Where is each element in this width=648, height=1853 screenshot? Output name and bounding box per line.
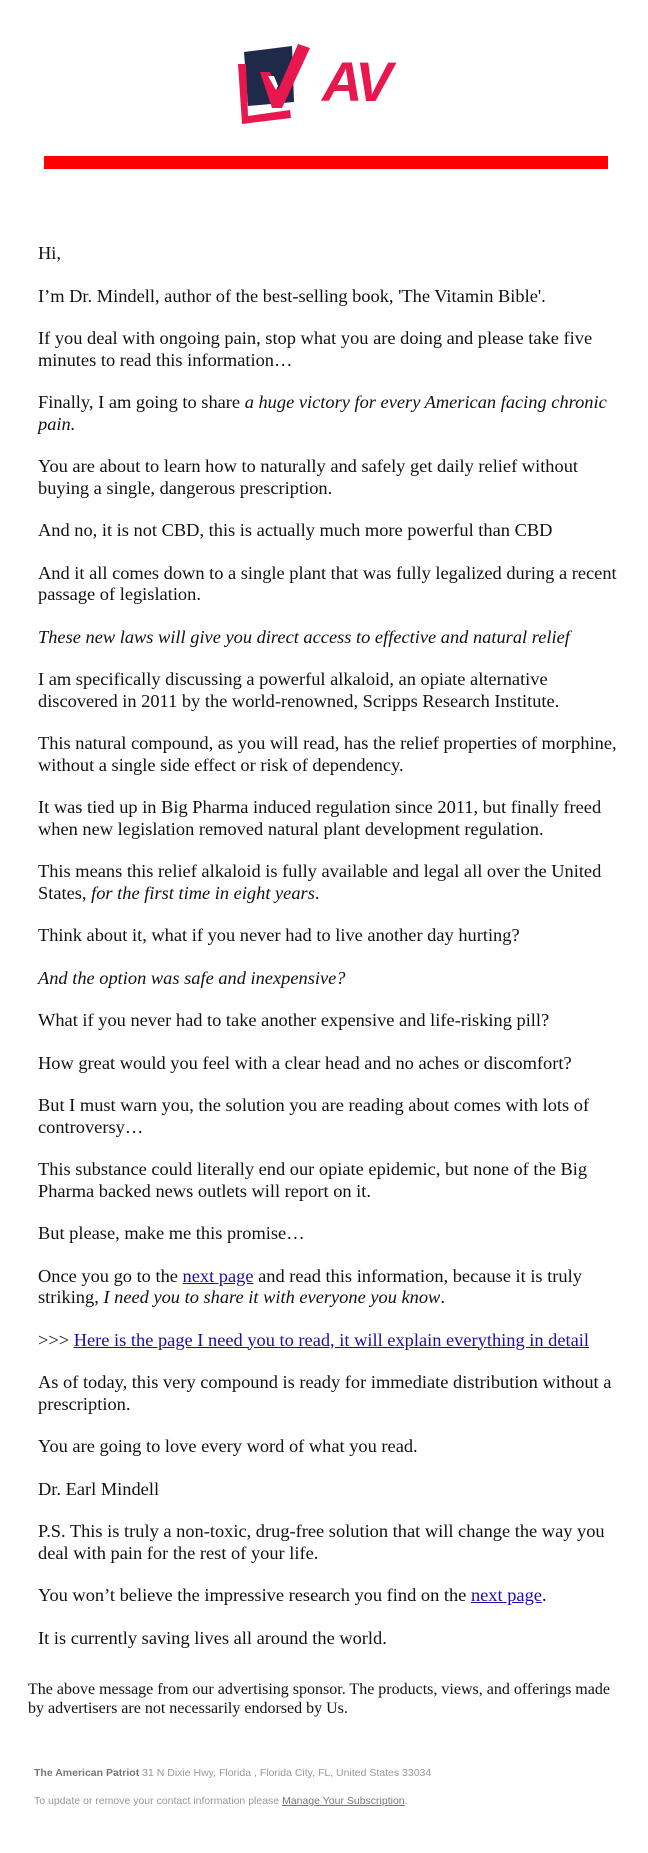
text: Once you go to the bbox=[38, 1265, 183, 1286]
paragraph: You are about to learn how to naturally and safely get daily relief without buying a single, dangerous prescription. bbox=[38, 456, 578, 498]
email-body bbox=[38, 243, 618, 1670]
text: . bbox=[440, 1287, 445, 1307]
paragraph: How great would you feel with a clear head and no aches or discomfort? bbox=[38, 1052, 572, 1073]
company-name: The American Patriot bbox=[34, 1767, 140, 1779]
next-page-link[interactable]: next page bbox=[470, 1585, 542, 1605]
paragraph: As of today, this very compound is ready for immediate distribution without a prescription. bbox=[38, 1372, 612, 1414]
text: and read this information, because it is truly striking, bbox=[38, 1265, 582, 1307]
paragraph: You are going to love every word of what you read. bbox=[38, 1436, 418, 1456]
address-text: 31 N Dixie Hwy, Florida , Florida City, FL, United States 33034 bbox=[139, 1767, 432, 1779]
postscript: P.S. This is truly a non-toxic, drug-free solution that will change the way you deal with pain for the rest of your life. bbox=[38, 1521, 605, 1563]
paragraph: And no, it is not CBD, this is actually much more powerful than CBD bbox=[38, 520, 553, 540]
paragraph bbox=[38, 392, 618, 435]
update-text: To update or remove your contact information please bbox=[34, 1795, 283, 1807]
emphasis: I need you to share it with everyone you know bbox=[103, 1287, 441, 1307]
paragraph: But please, make me this promise… bbox=[38, 1223, 305, 1243]
paragraph: Think about it, what if you never had to live another day hurting? bbox=[38, 925, 520, 945]
paragraph: This substance could literally end our opiate epidemic, but none of the Big Pharma backed news outlets will report on it. bbox=[38, 1159, 588, 1201]
footer-unsubscribe bbox=[34, 1795, 624, 1807]
paragraph: If you deal with ongoing pain, stop what you are doing and please take five minutes to read this information… bbox=[38, 328, 593, 370]
sponsor-disclaimer: The above message from our advertising sponsor. The products, views, and offerings made by advertisers are not necessarily endorsed by Us. bbox=[28, 1681, 610, 1717]
text: . bbox=[541, 1585, 547, 1605]
signature: Dr. Earl Mindell bbox=[38, 1478, 160, 1499]
logo-text: AV bbox=[322, 50, 390, 113]
paragraph: But I must warn you, the solution you are reading about comes with lots of controversy… bbox=[38, 1095, 590, 1137]
footer-end: . bbox=[404, 1795, 408, 1807]
read-page-link[interactable]: Here is the page I need you to read, it will explain everything in detail bbox=[73, 1329, 589, 1350]
paragraph bbox=[38, 968, 618, 990]
emphasis: a huge victory for every American facing chronic pain. bbox=[38, 392, 607, 434]
paragraph: What if you never had to take another expensive and life-risking pill? bbox=[38, 1010, 550, 1030]
text: . bbox=[314, 882, 320, 903]
footer-address bbox=[34, 1767, 624, 1779]
paragraph: This natural compound, as you will read, has the relief properties of morphine, without a single side effect or risk of dependency. bbox=[38, 733, 617, 775]
brand-logo bbox=[238, 44, 418, 128]
paragraph: I am specifically discussing a powerful alkaloid, an opiate alternative discovered in 2011 by the world-renowned, Scripps Research Institute. bbox=[38, 669, 560, 711]
paragraph bbox=[38, 861, 618, 904]
emphasis: for the first time in eight years bbox=[91, 882, 315, 903]
manage-subscription-link[interactable]: Manage Your Subscription bbox=[282, 1795, 405, 1807]
paragraph: And it all comes down to a single plant that was fully legalized during a recent passage of legislation. bbox=[38, 562, 617, 604]
emphasis: And the option was safe and inexpensive? bbox=[38, 967, 346, 988]
text: >>> bbox=[38, 1329, 74, 1350]
paragraph: I’m Dr. Mindell, author of the best-selling book, 'The Vitamin Bible'. bbox=[38, 285, 546, 306]
next-page-link[interactable]: next page bbox=[182, 1265, 254, 1286]
emphasis: These new laws will give you direct access to effective and natural relief bbox=[38, 626, 570, 647]
text: You won’t believe the impressive research you find on the bbox=[38, 1585, 471, 1605]
paragraph bbox=[38, 1330, 618, 1352]
paragraph bbox=[38, 1266, 618, 1309]
paragraph: It is currently saving lives all around the world. bbox=[38, 1627, 387, 1648]
paragraph bbox=[38, 627, 618, 649]
paragraph: It was tied up in Big Pharma induced regulation since 2011, but finally freed when new legislation removed natural plant development regulation. bbox=[38, 797, 602, 839]
text: Finally, I am going to share bbox=[38, 392, 245, 412]
text: This means this relief alkaloid is fully available and legal all over the United States, bbox=[38, 861, 602, 903]
greeting: Hi, bbox=[38, 243, 61, 263]
header-divider bbox=[44, 156, 608, 169]
paragraph bbox=[38, 1585, 618, 1607]
